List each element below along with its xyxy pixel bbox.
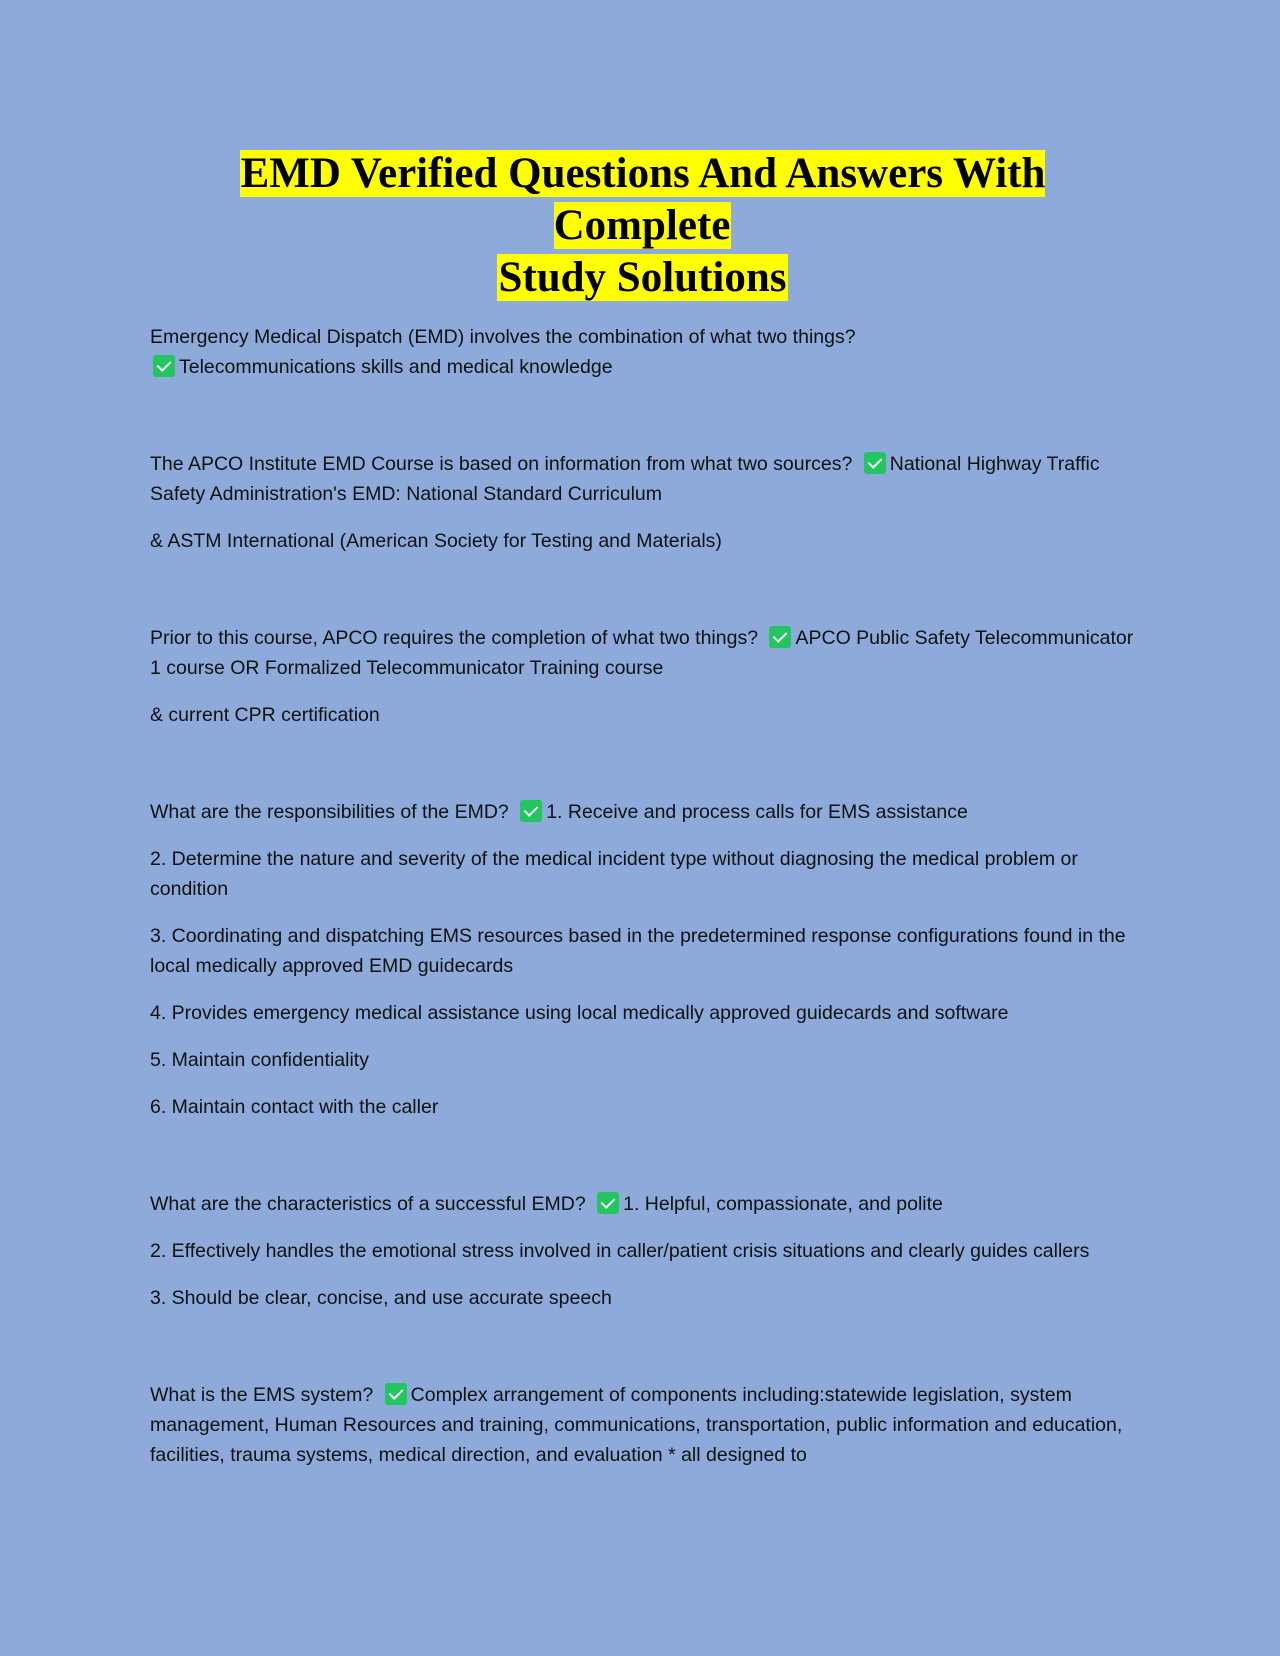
qa-item (150, 1189, 1135, 1313)
spacer (150, 1330, 1135, 1380)
question-text: Emergency Medical Dispatch (EMD) involves the combination of what two things? (150, 326, 856, 348)
question-text: What are the characteristics of a successful EMD? (150, 1193, 586, 1215)
answer-text: National Highway Traffic Safety Administration's EMD: National Standard Curriculum (150, 453, 1100, 505)
qa-question-answer (150, 322, 1135, 382)
check-mark-icon (520, 800, 542, 822)
spacer (150, 1139, 1135, 1189)
qa-question-answer (150, 1380, 1135, 1470)
document-title (150, 148, 1135, 304)
answer-continuation: 2. Effectively handles the emotional stress involved in caller/patient crisis situations and clearly guides callers (150, 1240, 1090, 1262)
question-text: What are the responsibilities of the EMD? (150, 801, 509, 823)
qa-question-answer (150, 797, 1135, 827)
answer-text: 1. Receive and process calls for EMS assistance (546, 801, 968, 823)
qa-item (150, 797, 1135, 1122)
qa-question-answer (150, 1189, 1135, 1219)
qa-question-answer (150, 449, 1135, 509)
question-text: Prior to this course, APCO requires the completion of what two things? (150, 627, 759, 649)
check-mark-icon (769, 626, 791, 648)
qa-item (150, 623, 1135, 730)
document-body (150, 322, 1135, 1470)
qa-item (150, 449, 1135, 556)
spacer (150, 573, 1135, 623)
qa-item (150, 1380, 1135, 1470)
answer-continuation: 6. Maintain contact with the caller (150, 1096, 439, 1118)
answer-continuation: & ASTM International (American Society for Testing and Materials) (150, 530, 722, 552)
spacer (150, 747, 1135, 797)
answer-text: 1. Helpful, compassionate, and polite (623, 1193, 943, 1215)
title-line-2: Study Solutions (498, 254, 787, 301)
check-mark-icon (597, 1192, 619, 1214)
check-mark-icon (153, 355, 175, 377)
spacer (150, 399, 1135, 449)
answer-continuation: & current CPR certification (150, 704, 380, 726)
check-mark-icon (864, 452, 886, 474)
question-text: The APCO Institute EMD Course is based on information from what two sources? (150, 453, 853, 475)
answer-continuation: 2. Determine the nature and severity of the medical incident type without diagnosing the medical problem or condition (150, 848, 1078, 900)
answer-continuation: 4. Provides emergency medical assistance using local medically approved guidecards and software (150, 1002, 1009, 1024)
qa-item (150, 322, 1135, 382)
question-text: What is the EMS system? (150, 1384, 374, 1406)
answer-continuation: 3. Should be clear, concise, and use accurate speech (150, 1287, 612, 1309)
answer-continuation: 5. Maintain confidentiality (150, 1049, 369, 1071)
answer-text: Telecommunications skills and medical knowledge (179, 356, 613, 378)
title-line-1: EMD Verified Questions And Answers With Complete (240, 150, 1046, 249)
document-page (150, 148, 1135, 1487)
check-mark-icon (385, 1383, 407, 1405)
answer-continuation: 3. Coordinating and dispatching EMS resources based in the predetermined response configurations found in the local medically approved EMD guidecards (150, 925, 1126, 977)
qa-question-answer (150, 623, 1135, 683)
answer-text: APCO Public Safety Telecommunicator 1 course OR Formalized Telecommunicator Training course (150, 627, 1134, 679)
answer-text: Complex arrangement of components including:statewide legislation, system management, Human Resources and training, communications, transportation, public information and education, facilities, trauma systems, medical direction, and evaluation * all designed to (150, 1384, 1123, 1466)
